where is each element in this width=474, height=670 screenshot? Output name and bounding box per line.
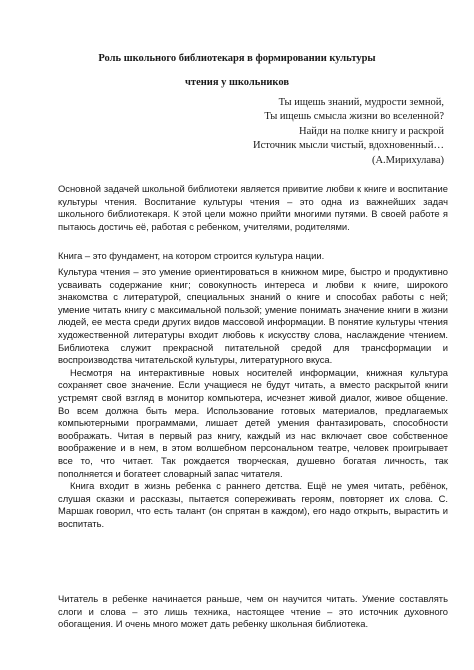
paragraph-culture: Культура чтения – это умение ориентироваться в книжном мире, быстро и продуктивно усваивать содержание книг; совокупность интереса и любви к книге, широкого знакомства с литературой, специальных знаний о книге и способах работы с ней; умение читать книгу с максимальной пользой; умение понимать значение книги в жизни людей, ее места среди других видов массовой информации. В понятие культуры чтения художественной литературы входит любовь к искусству слова, наслаждение чтением. Библиотека служит прекрасной питательной средой для трансформации и воспроизводства читательской культуры, литературного вкуса. [58, 266, 448, 366]
epigraph-line: Ты ищешь смысла жизни во вселенной? [264, 111, 444, 123]
main-text-block [58, 266, 448, 530]
paragraph-intro: Основной задачей школьной библиотеки является привитие любви к книге и воспитание культуры чтения. Воспитание культуры чтения – это одна из важнейших задач школьного библиотекаря. К этой цели можно прийти многими путями. В своей работе я пытаюсь достичь её, работая с ребенком, учителями, родителями. [58, 183, 448, 232]
epigraph-line: Источник мысли чистый, вдохновенный… [253, 140, 444, 152]
document-title-line-2: чтения у школьников [184, 77, 290, 88]
paragraph-book-foundation: Книга – это фундамент, на котором строится культура нации. [58, 250, 325, 261]
epigraph [124, 96, 444, 168]
paragraph-information: Несмотря на интерактивные новых носителей информации, книжная культура сохраняет свое значение. Если учащиеся не будут читать, а вместо раскрытой книги устремят свой взгляд в монитор компьютера, исчезнет живой диалог, живое общение. Во всем должна быть мера. Использование готовых материалов, предлагаемых компьютерными программами, лишает детей умения фантазировать, способности воображать. Читая в первый раз книгу, каждый из нас включает свое собственное воображение и в нем, в этом волшебном персональном театре, человек проигрывает все то, что читает. Так рождается творческая, душевно богатая личность, так пополняется и богатеет словарный запас читателя. [58, 366, 448, 479]
epigraph-author: (А.Мирихулава) [371, 154, 444, 166]
epigraph-line: Ты ищешь знаний, мудрости земной, [278, 97, 444, 108]
paragraph-reader: Читатель в ребенке начинается раньше, чем он научится читать. Умение составлять слоги и слова – это лишь техника, настоящее чтение – это источник духовного обогащения. И очень много может дать ребенку школьная библиотека. [58, 593, 448, 630]
document-title-line-1: Роль школьного библиотекаря в формировании культуры [98, 53, 376, 64]
paragraph-childhood: Книга входит в жизнь ребенка с раннего детства. Ещё не умея читать, ребёнок, слушая сказки и рассказы, пытается сопереживать героям, повторяет их слова. С. Маршак говорил, что есть талант (он спрятан в каждом), его надо открыть, вырастить и воспитать. [58, 480, 448, 529]
epigraph-line: Найди на полке книгу и раскрой [298, 125, 444, 137]
